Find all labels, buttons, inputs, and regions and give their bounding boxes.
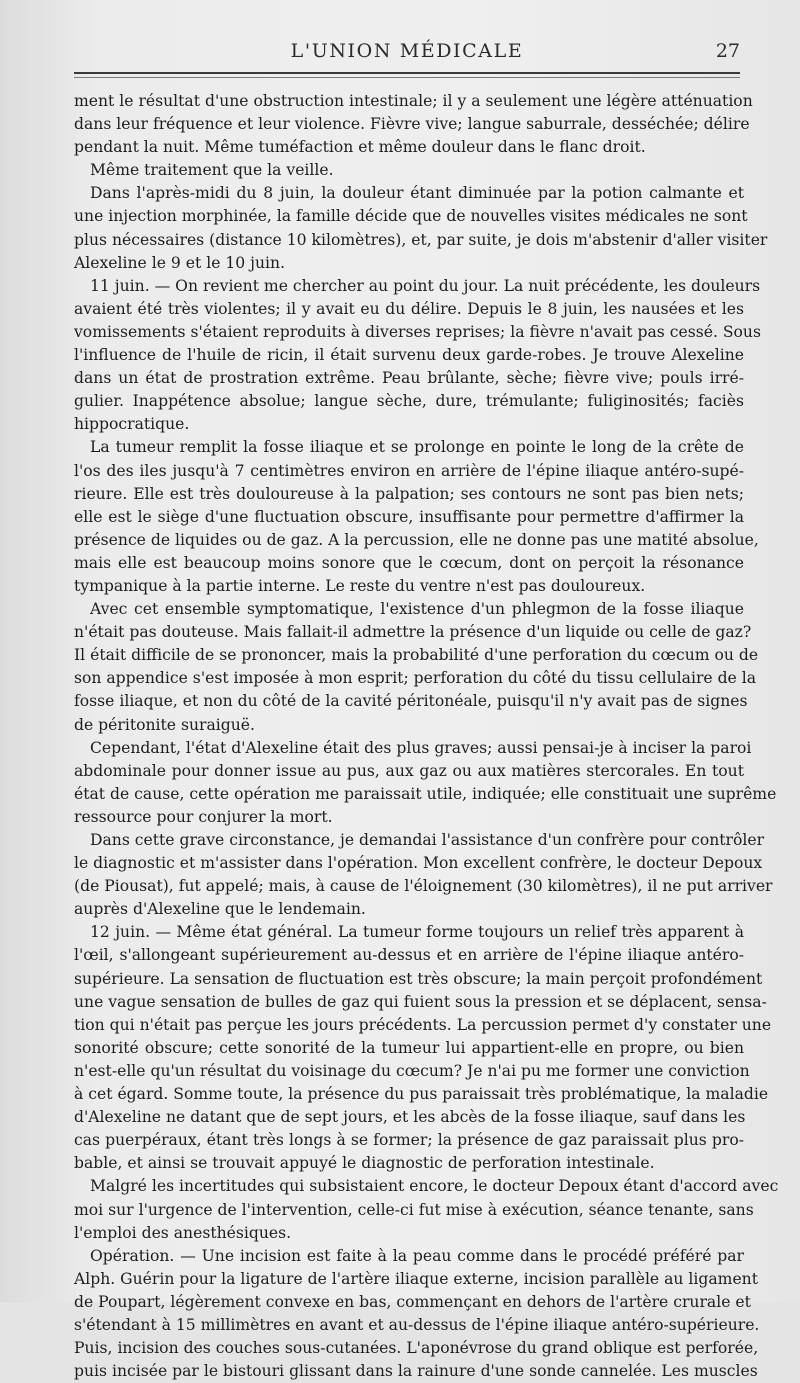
text-line: ment le résultat d'une obstruction intestinale; il y a seulement une légère atténuation (74, 92, 753, 110)
text-line: fosse iliaque, et non du côté de la cavité péritonéale, puisqu'il n'y avait pas de signes (74, 692, 748, 711)
text-line: le diagnostic et m'assister dans l'opération. Mon excellent confrère, le docteur Depoux (74, 854, 763, 873)
text-line: cas puerpéraux, étant très longs à se former; la présence de gaz paraissait plus pro- (74, 1131, 744, 1150)
body-text (74, 90, 779, 1383)
text-line: Alph. Guérin pour la ligature de l'artère iliaque externe, incision parallèle au ligament (74, 1269, 758, 1288)
text-line: l'os des iles jusqu'à 7 centimètres environ en arrière de l'épine iliaque antéro-supé- (74, 461, 744, 480)
text-line: Même traitement que la veille. (90, 161, 334, 180)
text-line: puis incisée par le bistouri glissant dans la rainure d'une sonde cannelée. Les muscles (74, 1362, 758, 1381)
text-line: l'emploi des anesthésiques. (74, 1223, 292, 1242)
text-line: La tumeur remplit la fosse iliaque et se prolonge en pointe le long de la crête de (90, 438, 744, 457)
header-rule-thin (74, 77, 740, 78)
text-line: vomissements s'étaient reproduits à diverses reprises; la fièvre n'avait pas cessé. Sous (74, 322, 761, 341)
text-line: l'œil, s'allongeant supérieurement au-dessus et en arrière de l'épine iliaque antéro- (74, 946, 744, 965)
text-line: avaient été très violentes; il y avait eu du délire. Depuis le 8 juin, les nausées et les (74, 299, 744, 318)
text-line: rieure. Elle est très douloureuse à la palpation; ses contours ne sont pas bien nets; (74, 484, 744, 503)
header-rule (74, 72, 740, 74)
text-line: moi sur l'urgence de l'intervention, celle-ci fut mise à exécution, séance tenante, sans (74, 1200, 754, 1219)
text-line: Avec cet ensemble symptomatique, l'existence d'un phlegmon de la fosse iliaque (90, 600, 744, 619)
text-line: ressource pour conjurer la mort. (74, 807, 333, 826)
text-line: abdominale pour donner issue au pus, aux gaz ou aux matières stercorales. En tout (74, 761, 744, 780)
text-line: Puis, incision des couches sous-cutanées. L'aponévrose du grand oblique est perforée, (74, 1339, 759, 1358)
page-number: 27 (715, 40, 740, 62)
text-line: plus nécessaires (distance 10 kilomètres), et, par suite, je dois m'abstenir d'aller visiter (74, 230, 768, 249)
text-line: n'est-elle qu'un résultat du voisinage du cœcum? Je n'ai pu me former une conviction (74, 1061, 750, 1080)
text-line: 12 juin. — Même état général. La tumeur forme toujours un relief très apparent à (90, 923, 744, 942)
page-header (74, 40, 740, 70)
running-title: L'UNION MÉDICALE (290, 40, 524, 62)
text-line: supérieure. La sensation de fluctuation est très obscure; la main perçoit profondément (74, 969, 763, 988)
text-line: état de cause, cette opération me paraissait utile, indiquée; elle constituait une suprême (74, 784, 777, 803)
text-line: hippocratique. (74, 415, 190, 434)
text-line: à cet égard. Somme toute, la présence du pus paraissait très problématique, la maladie (74, 1085, 769, 1104)
text-line: Dans cette grave circonstance, je demandai l'assistance d'un confrère pour contrôler (90, 831, 765, 849)
text-line: Il était difficile de se prononcer, mais la probabilité d'une perforation du cœcum ou de (74, 646, 759, 665)
text-line: bable, et ainsi se trouvait appuyé le diagnostic de perforation intestinale. (74, 1154, 655, 1173)
text-line: d'Alexeline ne datant que de sept jours, et les abcès de la fosse iliaque, sauf dans les (74, 1108, 746, 1127)
text-line: auprès d'Alexeline que le lendemain. (74, 900, 366, 919)
text-line: elle est le siège d'une fluctuation obscure, insuffisante pour permettre d'affirmer la (74, 507, 744, 526)
text-line: 11 juin. — On revient me chercher au point du jour. La nuit précédente, les douleurs (90, 276, 761, 295)
text-line: s'étendant à 15 millimètres en avant et au-dessus de l'épine iliaque antéro-supérieure. (74, 1315, 760, 1334)
text-line: tympanique à la partie interne. Le reste du ventre n'est pas douloureux. (74, 576, 646, 595)
text-line: de Poupart, légèrement convexe en bas, commençant en dehors de l'artère crurale et (74, 1292, 751, 1311)
text-line: de péritonite suraiguë. (74, 715, 255, 734)
text-line: l'influence de l'huile de ricin, il était survenu deux garde-robes. Je trouve Alexeline (74, 346, 744, 365)
text-line: une vague sensation de bulles de gaz qui fuient sous la pression et se déplacent, sensa- (74, 992, 767, 1011)
text-line: Cependant, l'état d'Alexeline était des plus graves; aussi pensai-je à inciser la paroi (90, 738, 752, 757)
text-line: mais elle est beaucoup moins sonore que le cœcum, dont on perçoit la résonance (74, 553, 744, 572)
text-line: gulier. Inappétence absolue; langue sèche, dure, trémulante; fuliginosités; faciès (74, 392, 744, 411)
text-line: Alexeline le 9 et le 10 juin. (74, 253, 286, 272)
text-line: dans leur fréquence et leur violence. Fièvre vive; langue saburrale, desséchée; délire (74, 115, 750, 134)
text-line: Opération. — Une incision est faite à la peau comme dans le procédé préféré par (90, 1246, 744, 1265)
text-line: une injection morphinée, la famille décide que de nouvelles visites médicales ne sont (74, 207, 748, 226)
text-line: n'était pas douteuse. Mais fallait-il admettre la présence d'un liquide ou celle de gaz? (74, 623, 752, 642)
text-line: pendant la nuit. Même tuméfaction et même douleur dans le flanc droit. (74, 138, 646, 157)
text-line: présence de liquides ou de gaz. A la percussion, elle ne donne pas une matité absolue, (74, 530, 759, 549)
text-line: son appendice s'est imposée à mon esprit; perforation du côté du tissu cellulaire de la (74, 669, 757, 688)
text-line: Dans l'après-midi du 8 juin, la douleur étant diminuée par la potion calmante et (90, 184, 744, 203)
text-line: tion qui n'était pas perçue les jours précédents. La percussion permet d'y constater une (74, 1015, 772, 1034)
text-line: dans un état de prostration extrême. Peau brûlante, sèche; fièvre vive; pouls irré- (74, 369, 744, 388)
text-line: sonorité obscure; cette sonorité de la tumeur lui appartient-elle en propre, ou bien (74, 1038, 744, 1057)
text-line: (de Piousat), fut appelé; mais, à cause de l'éloignement (30 kilomètres), il ne put arriver (74, 877, 773, 896)
text-line: Malgré les incertitudes qui subsistaient encore, le docteur Depoux étant d'accord avec (90, 1177, 779, 1196)
